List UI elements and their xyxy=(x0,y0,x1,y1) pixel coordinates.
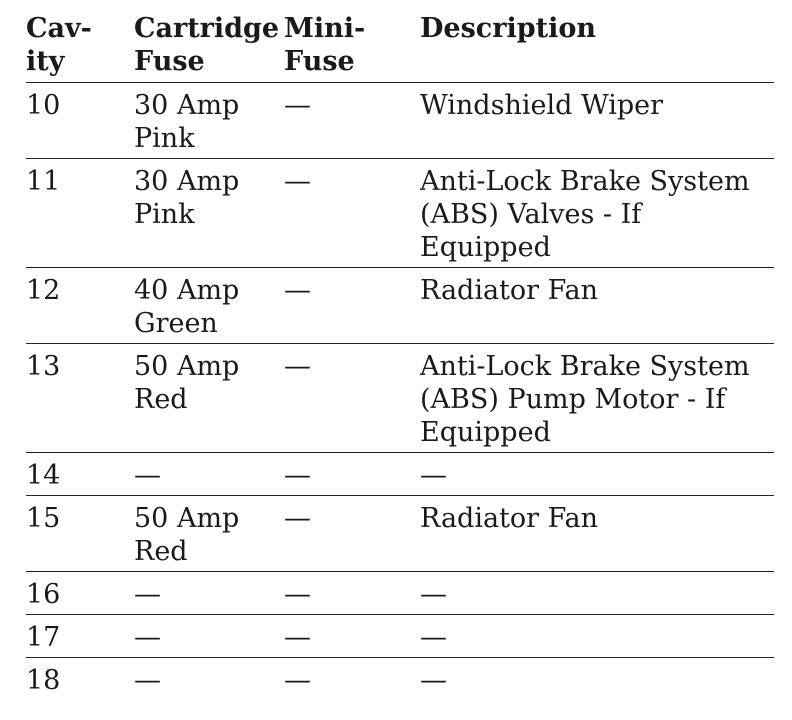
cell-cavity: 11 xyxy=(26,166,61,197)
cell-mini-fuse: — xyxy=(284,351,311,382)
cell-cavity: 17 xyxy=(26,622,61,653)
cell-description: Radiator Fan xyxy=(420,503,599,534)
cell-mini-fuse: — xyxy=(284,166,311,197)
cell-cartridge-fuse: 30 Amp Pink xyxy=(134,166,240,230)
cell-cavity: 10 xyxy=(26,90,61,121)
cell-cavity: 18 xyxy=(26,665,61,696)
cell-mini-fuse: — xyxy=(284,275,311,306)
cell-description: Windshield Wiper xyxy=(420,90,664,121)
cell-cavity: 13 xyxy=(26,351,61,382)
cell-cartridge-fuse: — xyxy=(134,622,161,653)
cell-cartridge-fuse: — xyxy=(134,579,161,610)
table-header xyxy=(26,8,774,83)
header-cavity-line2: ity xyxy=(26,46,65,77)
table-row xyxy=(26,453,774,496)
cell-cartridge-fuse: 50 Amp Red xyxy=(134,503,240,567)
cell-mini-fuse: — xyxy=(284,90,311,121)
table-row xyxy=(26,572,774,615)
cell-mini-fuse: — xyxy=(284,579,311,610)
header-cartridge-line2: Fuse xyxy=(134,46,205,77)
header-cartridge-fuse xyxy=(134,8,284,83)
cell-description: Radiator Fan xyxy=(420,275,599,306)
header-description: Description xyxy=(420,13,596,44)
cell-description: Anti-Lock Brake System (ABS) Pump Motor - If Equipped xyxy=(420,351,750,448)
header-row xyxy=(26,8,774,83)
cell-cartridge-fuse: — xyxy=(134,460,161,491)
table-row xyxy=(26,344,774,453)
table-body xyxy=(26,83,774,701)
header-cavity-line1: Cav- xyxy=(26,13,92,44)
cell-description: — xyxy=(420,665,447,696)
table-row xyxy=(26,83,774,159)
cell-cavity: 12 xyxy=(26,275,61,306)
cell-cartridge-fuse: 50 Amp Red xyxy=(134,351,240,415)
table-row xyxy=(26,496,774,572)
cell-mini-fuse: — xyxy=(284,622,311,653)
table-row xyxy=(26,159,774,268)
table-row xyxy=(26,658,774,701)
cell-cartridge-fuse: 40 Amp Green xyxy=(134,275,240,339)
cell-mini-fuse: — xyxy=(284,460,311,491)
cell-description: — xyxy=(420,622,447,653)
cell-description: Anti-Lock Brake System (ABS) Valves - If Equipped xyxy=(420,166,750,263)
cell-description: — xyxy=(420,460,447,491)
header-mini-fuse xyxy=(284,8,420,83)
header-mini-line1: Mini- xyxy=(284,13,366,44)
cell-cavity: 15 xyxy=(26,503,61,534)
cell-mini-fuse: — xyxy=(284,503,311,534)
table-row xyxy=(26,615,774,658)
header-cavity xyxy=(26,8,134,83)
cell-cartridge-fuse: 30 Amp Pink xyxy=(134,90,240,154)
cell-cavity: 14 xyxy=(26,460,61,491)
header-mini-line2: Fuse xyxy=(284,46,355,77)
header-cartridge-line1: Cartridge xyxy=(134,13,280,44)
table-row xyxy=(26,268,774,344)
cell-cavity: 16 xyxy=(26,579,61,610)
fuse-table xyxy=(26,8,774,700)
cell-cartridge-fuse: — xyxy=(134,665,161,696)
cell-mini-fuse: — xyxy=(284,665,311,696)
cell-description: — xyxy=(420,579,447,610)
